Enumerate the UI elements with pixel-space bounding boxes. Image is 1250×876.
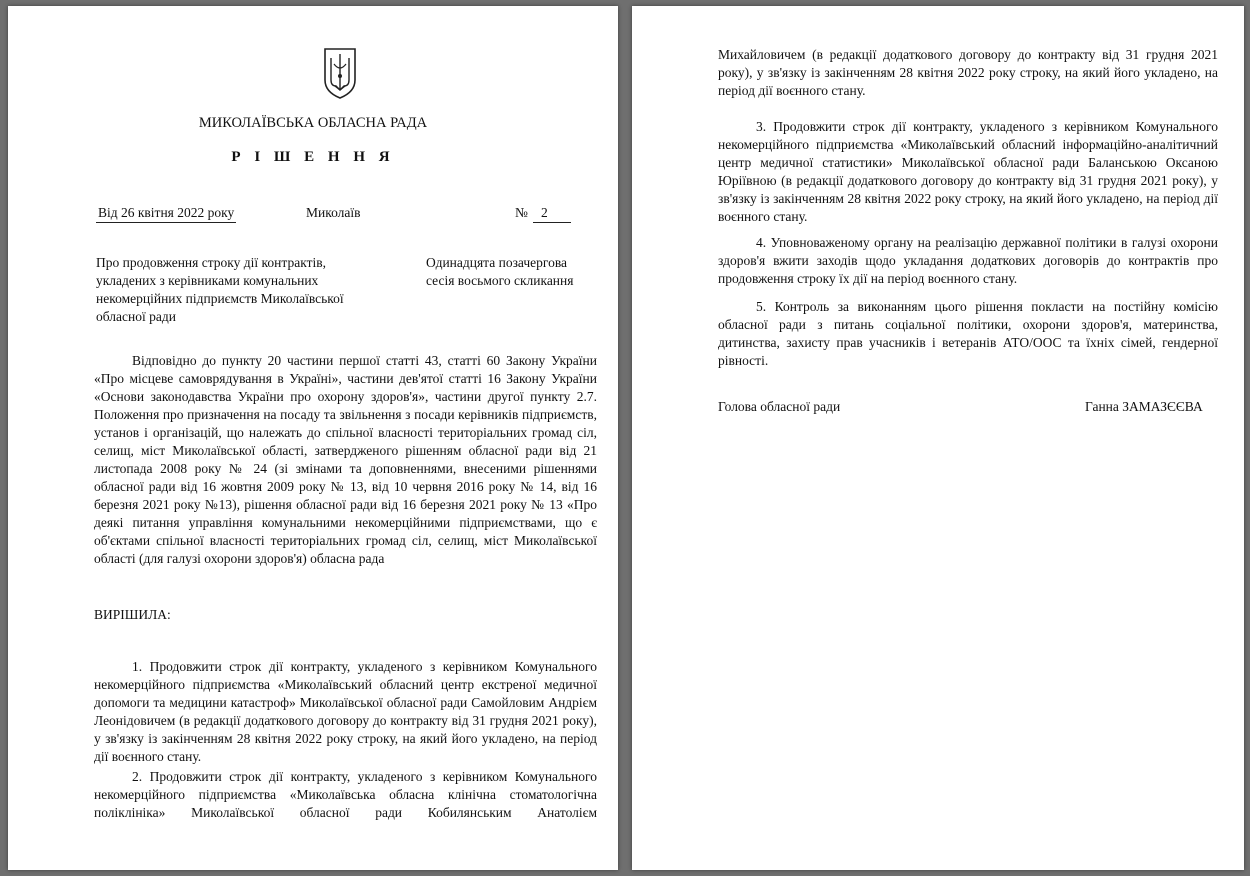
decision-city: Миколаїв — [306, 205, 361, 220]
resolution-item-5: 5. Контроль за виконанням цього рішення покласти на постійну комісію обласної ради з питань соціальної політики, охорони здоров'я, материнства, дитинства, захисту прав учасників і ветеранів АТО/ООС та їхніх сімей, гендерної рівності. — [718, 299, 1218, 368]
session-info: Одинадцята позачергова сесія восьмого скликання — [426, 255, 574, 288]
resolution-item-1: 1. Продовжити строк дії контракту, укладеного з керівником Комунального некомерційного підприємства «Миколаївський обласний центр екстреної медичної допомоги та медицини катастроф» Миколаївської обласної ради Самойловим Андрієм Леонідовичем (в редакції додаткового договору до контракту від 31 грудня 2021 року), у зв'язку із закінченням 28 квітня 2022 року строку, на який його укладено, на період дії воєнного стану. — [94, 659, 597, 764]
document-page-2 — [632, 6, 1244, 870]
document-page-1 — [8, 6, 618, 870]
resolution-item-3: 3. Продовжити строк дії контракту, укладеного з керівником Комунального некомерційного підприємства «Миколаївський обласний інформаційно-аналітичний центр медичної статистики» Миколаївської обласної ради Баланською Оксаною Юріївною (в редакції додаткового договору до контракту від 31 грудня 2021 року), у зв'язку із закінченням 28 квітня 2022 року строку, на який його укладено, на період дії воєнного стану. — [718, 119, 1218, 224]
decision-date — [96, 204, 236, 223]
resolved-heading: ВИРІШИЛА: — [94, 607, 171, 622]
signer-title: Голова обласної ради — [718, 399, 841, 414]
organization-name: МИКОЛАЇВСЬКА ОБЛАСНА РАДА — [198, 115, 428, 131]
document-title: Р І Ш Е Н Н Я — [231, 149, 395, 165]
resolution-item-2-end: Михайловичем (в редакції додаткового договору до контракту від 31 грудня 2021 року), у зв'язку із закінченням 28 квітня 2022 року строку, на який його укладено, на період дії воєнного стану. — [718, 47, 1218, 98]
decision-number — [533, 204, 575, 223]
resolution-item-2-start: 2. Продовжити строк дії контракту, укладеного з керівником Комунального некомерційного підприємства «Миколаївська обласна клінічна стоматологічна поліклініка» Миколаївської обласної ради Кобилянським Анатолієм — [94, 769, 597, 820]
date-text: Від 26 квітня 2022 року — [96, 204, 236, 223]
number-label: № — [515, 205, 528, 220]
resolution-item-4: 4. Уповноваженому органу на реалізацію державної політики в галузі охорони здоров'я вжити заходів щодо укладання додаткових договорів до контрактів про продовження строку їх дії на період воєнного стану. — [718, 235, 1218, 286]
number-text: 2 — [533, 204, 571, 223]
preamble-paragraph: Відповідно до пункту 20 частини першої статті 43, статті 60 Закону України «Про місцеве самоврядування в Україні», частини дев'ятої статті 16 Закону України «Основи законодавства України про охорону здоров'я», частини другої пункту 2.7. Положення про призначення на посаду та звільнення з посади керівників підприємств, установ і організацій, що належать до спільної власності територіальних громад сіл, селищ, міст Миколаївської області, затвердженого рішенням обласної ради від 21 листопада 2008 року № 24 (зі змінами та доповненнями, внесеними рішеннями обласної ради від 16 жовтня 2009 року № 13, від 10 червня 2016 року № 14, від 16 березня 2021 року №13), рішення обласної ради від 16 березня 2021 року № 13 «Про деякі питання управління комунальними некомерційними підприємствами, що є об'єктами спільної власності територіальних громад сіл, селищ, міст Миколаївської області (для галузі охорони здоров'я) обласна рада — [94, 353, 597, 566]
coat-of-arms-icon — [322, 46, 358, 100]
signer-name: Ганна ЗАМАЗЄЄВА — [1085, 399, 1203, 414]
decision-subject: Про продовження строку дії контрактів, укладених з керівниками комунальних некомерційних підприємств Миколаївської обласної ради — [96, 255, 344, 324]
